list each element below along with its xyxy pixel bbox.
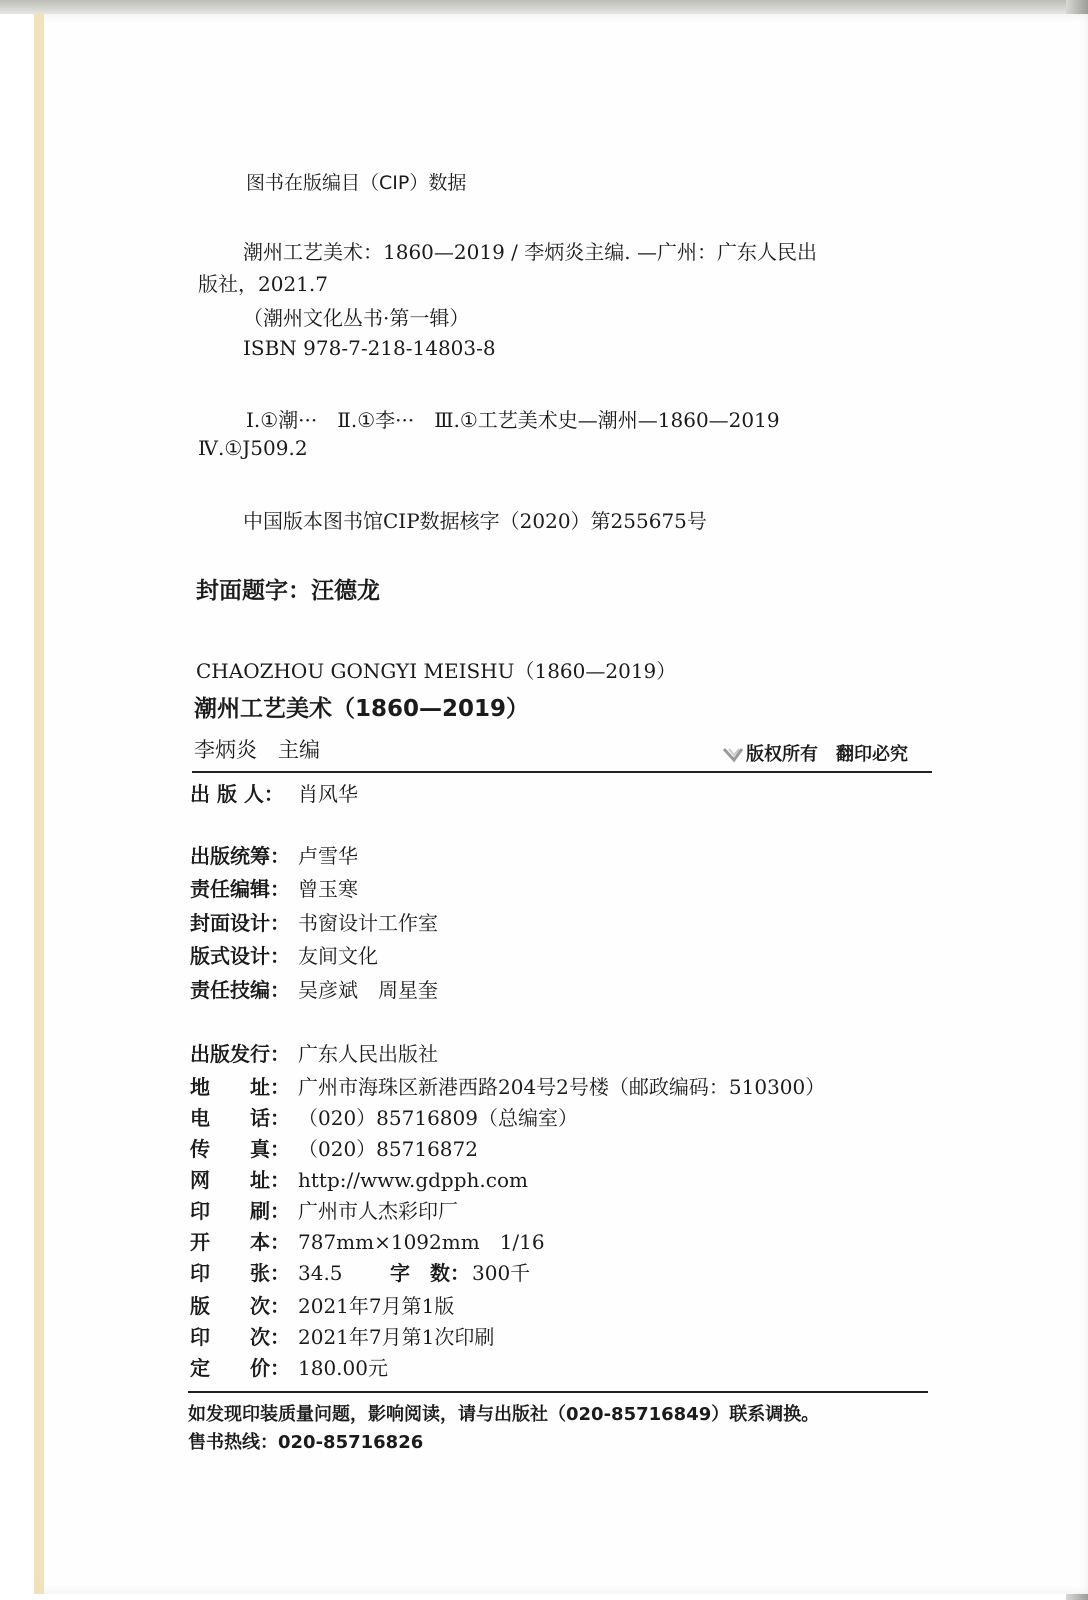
distribution-label: 出版发行： <box>190 1042 290 1066</box>
copyright-mark-icon <box>722 745 744 763</box>
credit-cover-design <box>190 907 438 936</box>
price-value: 180.00元 <box>298 1356 388 1380</box>
fax-value: （020）85716872 <box>298 1137 478 1161</box>
cip-isbn: ISBN 978-7-218-14803-8 <box>243 336 496 360</box>
title-pinyin: CHAOZHOU GONGYI MEISHU（1860—2019） <box>196 659 677 683</box>
copyright-text: 版权所有 翻印必究 <box>746 744 908 765</box>
cip-series: （潮州文化丛书·第一辑） <box>243 306 470 330</box>
detail-fax <box>190 1133 478 1162</box>
detail-price <box>190 1352 388 1381</box>
word-count-label: 字 数： <box>390 1261 470 1285</box>
layout-design-value: 友间文化 <box>298 944 378 968</box>
format-value: 787mm×1092mm 1/16 <box>298 1230 545 1254</box>
address-value: 广州市海珠区新港西路204号2号楼（邮政编码：510300） <box>298 1075 826 1099</box>
impression-value: 2021年7月第1次印刷 <box>298 1325 495 1349</box>
fax-label: 传 真： <box>190 1137 290 1161</box>
distribution-value: 广东人民出版社 <box>298 1042 438 1066</box>
publisher-value: 肖风华 <box>298 782 358 806</box>
coordinator-value: 卢雪华 <box>298 844 358 868</box>
editor-label: 责任编辑： <box>190 877 290 901</box>
impression-label: 印 次： <box>190 1325 290 1349</box>
layout-design-label: 版式设计： <box>190 944 290 968</box>
detail-impression <box>190 1321 494 1350</box>
coordinator-label: 出版统筹： <box>190 844 290 868</box>
edition-label: 版 次： <box>190 1294 290 1318</box>
credit-editor <box>190 873 358 902</box>
detail-edition <box>190 1290 454 1319</box>
credit-publisher <box>190 778 358 807</box>
price-label: 定 价： <box>190 1356 290 1380</box>
cip-entry-line2: 版社，2021.7 <box>198 272 328 296</box>
phone-label: 电 话： <box>190 1106 290 1130</box>
title-chinese: 潮州工艺美术（1860—2019） <box>194 696 530 722</box>
cover-design-value: 书窗设计工作室 <box>298 911 438 935</box>
cip-entry-line1: 潮州工艺美术：1860—2019 / 李炳炎主编. —广州：广东人民出 <box>243 240 817 264</box>
address-label: 地 址： <box>190 1075 290 1099</box>
printer-label: 印 刷： <box>190 1199 290 1223</box>
sheets-label: 印 张： <box>190 1261 290 1285</box>
detail-website <box>190 1164 528 1193</box>
publisher-label: 出 版 人： <box>190 782 284 806</box>
credit-layout-design <box>190 940 378 969</box>
tech-editor-label: 责任技编： <box>190 978 290 1002</box>
sales-hotline: 售书热线：020-85716826 <box>188 1432 424 1453</box>
website-value: http://www.gdpph.com <box>298 1168 528 1192</box>
credit-tech-editor <box>190 974 438 1003</box>
chief-editor: 李炳炎 主编 <box>194 738 320 762</box>
printer-value: 广州市人杰彩印厂 <box>298 1199 458 1223</box>
detail-format <box>190 1226 545 1255</box>
cip-classification-line2: Ⅳ.①J509.2 <box>198 436 308 460</box>
phone-value: （020）85716809（总编室） <box>298 1106 578 1130</box>
quality-note: 如发现印装质量问题，影响阅读，请与出版社（020-85716849）联系调换。 <box>188 1404 820 1425</box>
detail-distribution <box>190 1038 438 1067</box>
detail-printer <box>190 1195 458 1224</box>
scan-top-edge <box>0 0 1088 14</box>
cip-record-number: 中国版本图书馆CIP数据核字（2020）第255675号 <box>243 509 707 533</box>
cover-design-label: 封面设计： <box>190 911 290 935</box>
detail-sheets <box>190 1257 530 1286</box>
tech-editor-value: 吴彦斌 周星奎 <box>298 978 438 1002</box>
website-label: 网 址： <box>190 1168 290 1192</box>
cover-calligraphy-credit: 封面题字：汪德龙 <box>196 578 380 604</box>
cip-classification-line1: Ⅰ.①潮··· Ⅱ.①李··· Ⅲ.①工艺美术史—潮州—1860—2019 <box>246 408 780 432</box>
detail-address <box>190 1071 825 1100</box>
title-divider <box>192 771 932 773</box>
editor-value: 曾玉寒 <box>298 877 358 901</box>
word-count-value: 300千 <box>472 1261 531 1285</box>
edition-value: 2021年7月第1版 <box>298 1294 455 1318</box>
copyright-notice <box>722 740 908 766</box>
cip-heading: 图书在版编目（CIP）数据 <box>246 172 467 194</box>
format-label: 开 本： <box>190 1230 290 1254</box>
detail-phone <box>190 1102 578 1131</box>
sheets-value: 34.5 <box>298 1261 343 1285</box>
footer-divider <box>188 1391 928 1393</box>
credit-coordinator <box>190 840 358 869</box>
